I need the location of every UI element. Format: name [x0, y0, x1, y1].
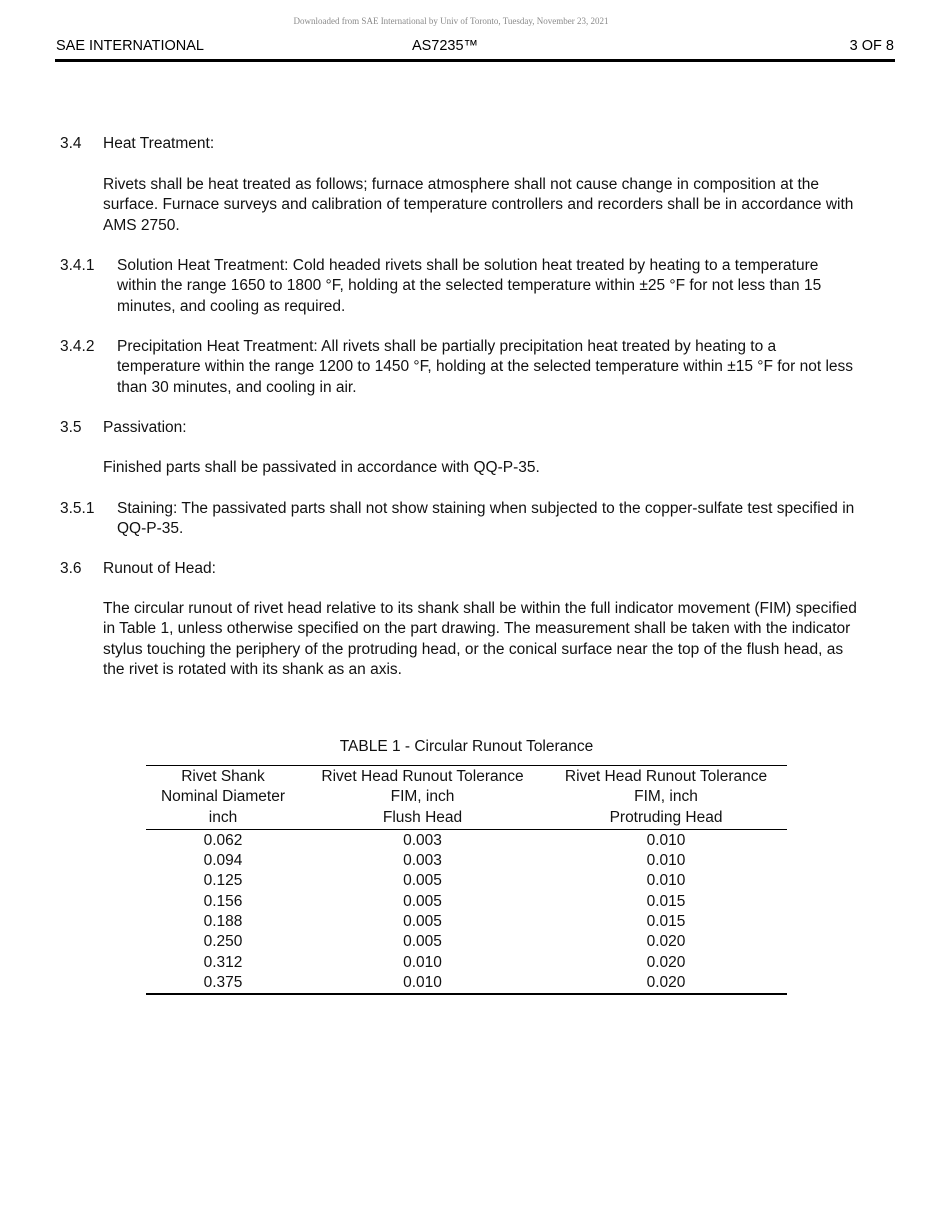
header-divider — [55, 59, 895, 62]
cell-flush-head: 0.005 — [403, 933, 442, 951]
cell-shank-diameter: 0.094 — [203, 852, 243, 870]
header-shank-diameter — [146, 766, 300, 830]
cell-shank-diameter: 0.250 — [203, 933, 243, 951]
section-number: 3.4.2 — [60, 338, 95, 355]
cell-shank-diameter: 0.312 — [203, 953, 243, 971]
cell-shank-diameter: 0.188 — [203, 913, 243, 931]
download-watermark: Downloaded from SAE International by Univ of Toronto, Tuesday, November 23, 2021 — [293, 16, 609, 26]
cell-shank-diameter: 0.125 — [203, 872, 243, 890]
section-3-4-2 — [60, 337, 860, 398]
section-3-4-1 — [60, 256, 860, 317]
section-body: Staining: The passivated parts shall not show staining when subjected to the copper-sulfate test specified in QQ-P-35. — [117, 500, 855, 538]
section-title: Passivation: — [103, 419, 187, 436]
header-line: Flush Head — [382, 808, 463, 826]
cell-flush-head: 0.003 — [403, 852, 442, 870]
header-line: FIM, inch — [390, 788, 455, 806]
header-line: Protruding Head — [609, 808, 723, 826]
header-organization: SAE INTERNATIONAL — [56, 38, 204, 54]
cell-protruding-head: 0.020 — [646, 933, 686, 951]
table-row — [146, 912, 787, 932]
cell-protruding-head: 0.015 — [646, 913, 686, 931]
cell-protruding-head: 0.010 — [646, 831, 686, 849]
cell-flush-head: 0.003 — [403, 831, 442, 849]
header-document-id: AS7235™ — [411, 38, 479, 54]
header-page-number: 3 OF 8 — [849, 38, 894, 54]
cell-flush-head: 0.005 — [403, 913, 442, 931]
table-row — [146, 851, 787, 871]
header-protruding-head — [545, 766, 787, 830]
page-header — [56, 38, 894, 58]
section-body: Precipitation Heat Treatment: All rivets shall be partially precipitation heat treated by heating to a temperature within the range 1200 to 1450 °F, holding at the selected temperature within ±15 °F for not less than 30 minutes, and cooling in air. — [117, 338, 854, 396]
header-line: Rivet Head Runout Tolerance — [564, 768, 768, 785]
header-line: inch — [208, 808, 238, 826]
cell-flush-head: 0.010 — [403, 973, 442, 991]
header-line: Nominal Diameter — [160, 788, 286, 806]
table-row — [146, 892, 787, 912]
table-1-title: TABLE 1 - Circular Runout Tolerance — [339, 738, 594, 755]
cell-flush-head: 0.005 — [403, 872, 442, 890]
section-number: 3.5 — [60, 419, 82, 436]
header-flush-head — [300, 766, 545, 830]
header-line: FIM, inch — [634, 788, 698, 806]
table-row — [146, 871, 787, 891]
section-number: 3.4 — [60, 135, 82, 152]
section-3-5-body: Finished parts shall be passivated in accordance with QQ-P-35. — [103, 459, 540, 476]
section-3-6-heading — [60, 559, 860, 579]
cell-protruding-head: 0.010 — [646, 872, 686, 890]
cell-protruding-head: 0.015 — [646, 892, 686, 910]
section-3-6-body: The circular runout of rivet head relative to its shank shall be within the full indicator movement (FIM) specified in Table 1, unless otherwise specified on the part drawing. The measurement shall be taken with the indicator stylus touching the periphery of the protruding head, or the conical surface near the top of the flush head, as the rivet is rotated with its shank as an axis. — [103, 600, 857, 678]
cell-flush-head: 0.010 — [403, 953, 442, 971]
cell-shank-diameter: 0.062 — [203, 831, 243, 849]
table-row — [146, 829, 787, 851]
table-header-row — [146, 766, 787, 830]
section-3-5-1 — [60, 499, 860, 540]
cell-protruding-head: 0.010 — [646, 852, 686, 870]
section-number: 3.5.1 — [60, 500, 95, 517]
header-line: Rivet Shank — [181, 768, 265, 785]
section-title: Heat Treatment: — [103, 135, 215, 152]
header-line: Rivet Head Runout Tolerance — [321, 768, 524, 785]
cell-shank-diameter: 0.375 — [203, 973, 243, 991]
table-row — [146, 953, 787, 973]
cell-protruding-head: 0.020 — [646, 953, 686, 971]
table-row — [146, 973, 787, 994]
cell-protruding-head: 0.020 — [646, 973, 686, 991]
section-body: Solution Heat Treatment: Cold headed rivets shall be solution heat treated by heating to a temperature within the range 1650 to 1800 °F, holding at the selected temperature within ±25 °F for not less than 15 minutes, and cooling as required. — [117, 257, 822, 315]
cell-shank-diameter: 0.156 — [203, 892, 243, 910]
section-number: 3.4.1 — [60, 257, 95, 274]
cell-flush-head: 0.005 — [403, 892, 442, 910]
section-title: Runout of Head: — [103, 560, 216, 577]
section-3-5-heading — [60, 418, 860, 438]
table-row — [146, 932, 787, 952]
section-3-4-body: Rivets shall be heat treated as follows; furnace atmosphere shall not cause change in composition at the surface. Furnace surveys and calibration of temperature controllers and recorders shall be in accordance with AMS 2750. — [103, 176, 854, 234]
section-number: 3.6 — [60, 560, 82, 577]
runout-tolerance-table — [146, 765, 787, 995]
section-3-4-heading — [60, 134, 860, 154]
